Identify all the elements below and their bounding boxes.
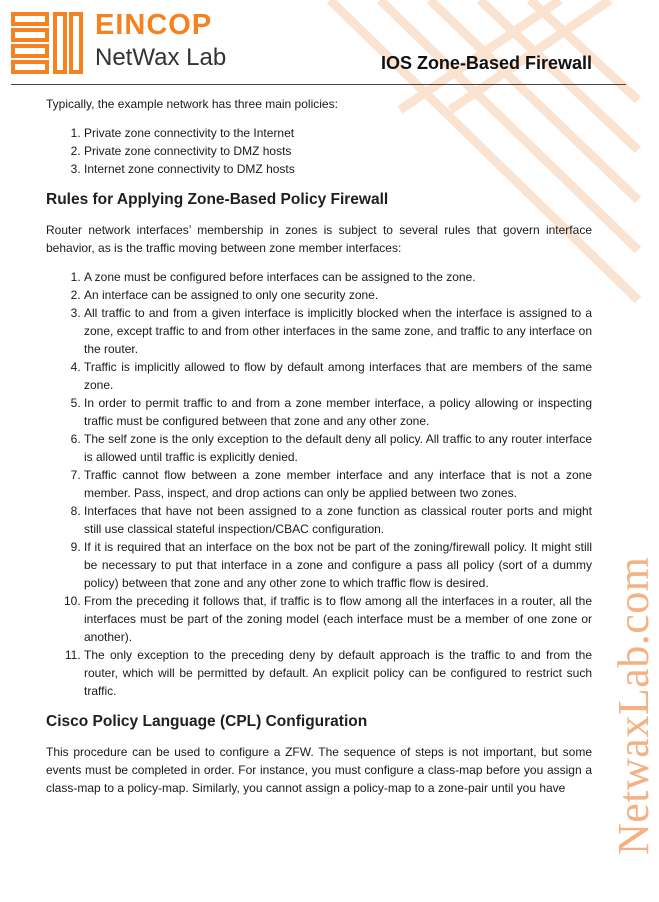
- list-item: 3. Internet zone connectivity to DMZ hosts: [84, 160, 592, 178]
- list-item: 1. Private zone connectivity to the Internet: [84, 124, 592, 142]
- list-item: 2. Private zone connectivity to DMZ hosts: [84, 142, 592, 160]
- header-divider: [11, 84, 626, 85]
- list-item: 1. A zone must be configured before interfaces can be assigned to the zone.: [84, 268, 592, 286]
- section-heading: Rules for Applying Zone-Based Policy Firewall: [46, 191, 389, 208]
- brand-name: EINCOP: [95, 9, 213, 41]
- list-item: 3. All traffic to and from a given interface is implicitly blocked when the interface is assigned to a zone, except traffic to and from other interfaces in the same zone, and traffic to any interface on the router.: [84, 304, 592, 358]
- brand-subtitle: NetWax Lab: [95, 44, 227, 71]
- list-item: 10. From the preceding it follows that, if traffic is to flow among all the interfaces in a router, all the interfaces must be part of the zoning model (each interface must be a member of one zone or another).: [84, 592, 592, 646]
- eincop-logo-icon: [11, 12, 83, 76]
- side-watermark: NetwaxLab.com: [609, 556, 658, 855]
- list-item: 11. The only exception to the preceding deny by default approach is the traffic to and from the router, which will be permitted by default. An explicit policy can be configured to restrict such traffic.: [84, 646, 592, 700]
- list-item: 2. An interface can be assigned to only one security zone.: [84, 286, 592, 304]
- rules-list: [46, 268, 592, 700]
- section-paragraph: This procedure can be used to configure a ZFW. The sequence of steps is not important, but some events must be completed in order. For instance, you must configure a class-map before you assign a class-map to a policy-map. Similarly, you cannot assign a policy-map to a zone-pair until you have: [46, 745, 592, 795]
- section-heading: Cisco Policy Language (CPL) Configuration: [46, 713, 368, 730]
- section-paragraph: Router network interfaces’ membership in zones is subject to several rules that govern interface behavior, as is the traffic moving between zone member interfaces:: [46, 223, 592, 255]
- list-item: 9. If it is required that an interface on the box not be part of the zoning/firewall policy. It might still be necessary to put that interface in a zone and configure a pass all policy (sort of a dummy policy) between that zone and any other zone to which traffic flow is desired.: [84, 538, 592, 592]
- intro-text: Typically, the example network has three main policies:: [46, 97, 338, 111]
- list-item: 6. The self zone is the only exception to the default deny all policy. All traffic to any router interface is allowed until traffic is explicitly denied.: [84, 430, 592, 466]
- list-item: 4. Traffic is implicitly allowed to flow by default among interfaces that are members of the same zone.: [84, 358, 592, 394]
- list-item: 5. In order to permit traffic to and from a zone member interface, a policy allowing or inspecting traffic must be configured between that zone and any other zone.: [84, 394, 592, 430]
- policy-list: [46, 124, 592, 178]
- document-title: IOS Zone-Based Firewall: [380, 53, 592, 73]
- list-item: 7. Traffic cannot flow between a zone member interface and any interface that is not a zone member. Pass, inspect, and drop actions can only be applied between two zones.: [84, 466, 592, 502]
- document-body: [46, 95, 592, 797]
- list-item: 8. Interfaces that have not been assigned to a zone function as classical router ports and might still use classical stateful inspection/CBAC configuration.: [84, 502, 592, 538]
